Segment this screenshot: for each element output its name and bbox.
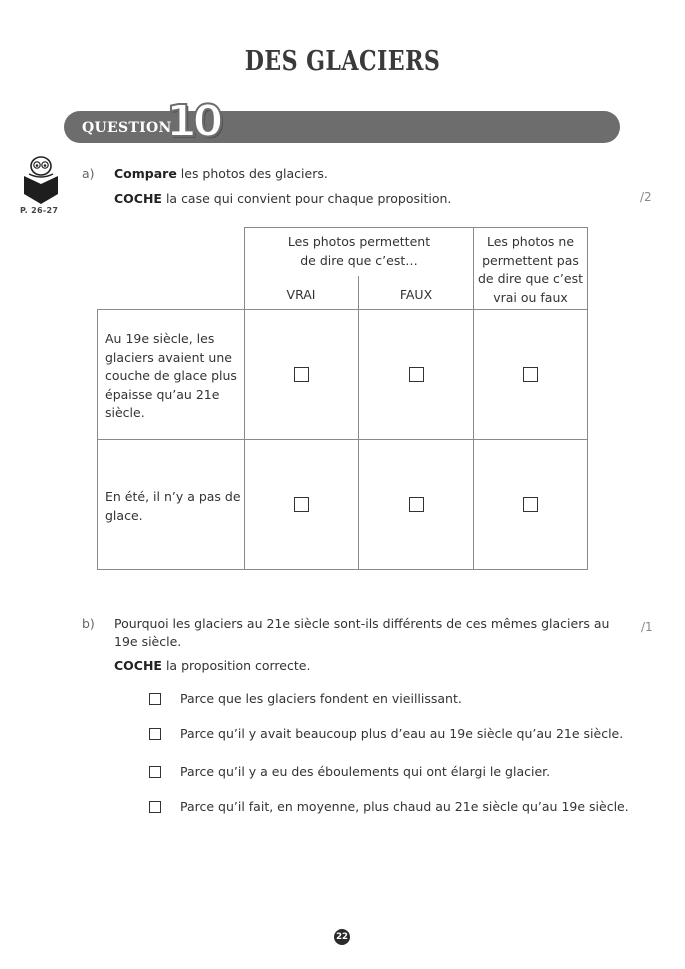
- part-b-letter: b): [82, 616, 95, 631]
- part-b-instruction-text: la proposition correcte.: [161, 658, 311, 673]
- header-group-line: Les photos permettent: [287, 234, 431, 249]
- statement-line: épaisse qu’au 21e: [105, 386, 220, 402]
- row-2-statement: [105, 488, 243, 525]
- row-2-vrai-checkbox[interactable]: [294, 497, 309, 512]
- row-2-faux-checkbox[interactable]: [409, 497, 424, 512]
- reader-mascot-icon: [22, 154, 60, 204]
- row-1-faux-checkbox[interactable]: [409, 367, 424, 382]
- row-1-unknown-checkbox[interactable]: [523, 367, 538, 382]
- row-1-statement: [105, 330, 243, 423]
- statement-line: En été, il n’y a pas de: [105, 489, 241, 504]
- part-b-instruction: [114, 658, 310, 673]
- question-number: 10: [166, 96, 220, 147]
- column-other-line: de dire que c’est: [477, 271, 583, 286]
- part-b-verb: COCHE: [114, 658, 162, 673]
- part-b-question-line-1: Pourquoi les glaciers au 21e siècle sont-ils différents de ces mêmes glaciers au: [114, 616, 610, 631]
- part-a-letter: a): [82, 166, 95, 181]
- statement-line: Au 19e siècle, les: [105, 331, 215, 346]
- option-1-label: Parce que les glaciers fondent en vieillissant.: [180, 691, 462, 706]
- row-2-unknown-checkbox[interactable]: [523, 497, 538, 512]
- column-vrai-header: VRAI: [286, 287, 316, 302]
- row-1-vrai-checkbox[interactable]: [294, 367, 309, 382]
- part-a-text-2: la case qui convient pour chaque proposition.: [161, 191, 452, 206]
- column-other-line: vrai ou faux: [493, 289, 568, 305]
- part-a-verb-2: COCHE: [114, 191, 162, 206]
- header-group-text: [244, 233, 474, 270]
- page-title: DES GLACIERS: [244, 46, 441, 77]
- column-faux-header: FAUX: [399, 287, 433, 302]
- part-b-question-line-2: 19e siècle.: [114, 634, 182, 649]
- column-other-header: [473, 233, 588, 307]
- option-3-label: Parce qu’il y a eu des éboulements qui ont élargi le glacier.: [180, 764, 551, 779]
- header-group-line: de dire que c’est…: [300, 252, 418, 268]
- part-a-text-1: les photos des glaciers.: [176, 166, 328, 181]
- statement-line: glaciers avaient une: [105, 349, 232, 365]
- statement-line: couche de glace plus: [105, 368, 237, 383]
- option-4-checkbox[interactable]: [149, 801, 161, 813]
- page-number-badge: 22: [334, 929, 350, 945]
- part-b-score: /1: [641, 620, 653, 634]
- part-a-instruction-2: [114, 191, 451, 206]
- part-a-score: /2: [640, 190, 652, 204]
- statement-line: siècle.: [105, 405, 145, 420]
- question-label: QUESTION: [82, 120, 172, 136]
- statement-line: glace.: [105, 507, 143, 523]
- option-4-label: Parce qu’il fait, en moyenne, plus chaud au 21e siècle qu’au 19e siècle.: [180, 799, 629, 814]
- column-other-line: permettent pas: [482, 252, 579, 268]
- option-2-label: Parce qu’il y avait beaucoup plus d’eau au 19e siècle qu’au 21e siècle.: [180, 726, 624, 741]
- option-2-checkbox[interactable]: [149, 728, 161, 740]
- page-reference: P. 26-27: [20, 206, 59, 215]
- part-a-verb-1: Compare: [114, 166, 177, 181]
- option-3-checkbox[interactable]: [149, 766, 161, 778]
- column-other-line: Les photos ne: [486, 234, 575, 249]
- part-a-instruction-1: [114, 166, 328, 181]
- option-1-checkbox[interactable]: [149, 693, 161, 705]
